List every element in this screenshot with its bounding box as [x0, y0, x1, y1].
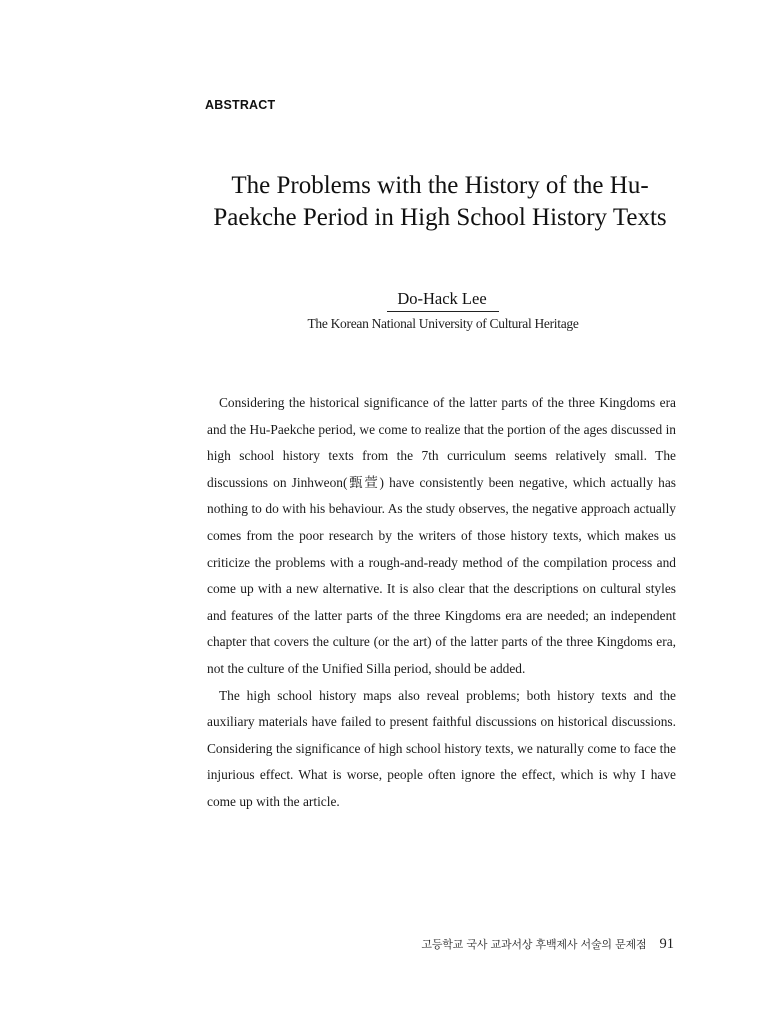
section-label: ABSTRACT [205, 98, 276, 112]
title-line-2: Paekche Period in High School History Texts [213, 204, 667, 231]
article-title [180, 170, 700, 234]
abstract-paragraph-2: The high school history maps also reveal problems; both history texts and the auxiliary materials have failed to present faithful discussions on historical discussions. Considering the significance of high school history texts, we naturally come to face the injurious effect. What is worse, people often ignore the effect, which is why I have come up with the article. [207, 687, 676, 809]
author-name: Do-Hack Lee [397, 289, 487, 308]
page-number: 91 [659, 936, 674, 952]
author-affiliation: The Korean National University of Cultural Heritage [307, 316, 579, 331]
running-title: 고등학교 국사 교과서상 후백제사 서술의 문제점 [421, 938, 647, 951]
page-footer [421, 933, 674, 953]
author-underline [387, 311, 499, 312]
title-line-1: The Problems with the History of the Hu- [231, 172, 649, 199]
abstract-paragraph-1: Considering the historical significance of the latter parts of the three Kingdoms era and the Hu-Paekche period, we come to realize that the portion of the ages discussed in high school history texts from the 7th curriculum seems relatively small. The discussions on Jinhweon(甄萱) have consistently been negative, which actually has nothing to do with his behaviour. As the study observes, the negative approach actually comes from the poor research by the writers of those history texts, which makes us criticize the problems with a rough-and-ready method of the compilation process and come up with a new alternative. It is also clear that the descriptions on cultural styles and features of the latter parts of the three Kingdoms era are needed; an independent chapter that covers the culture (or the art) of the latter parts of the three Kingdoms era, not the culture of the Unified Silla period, should be added. [207, 395, 676, 676]
abstract-body [207, 390, 676, 816]
